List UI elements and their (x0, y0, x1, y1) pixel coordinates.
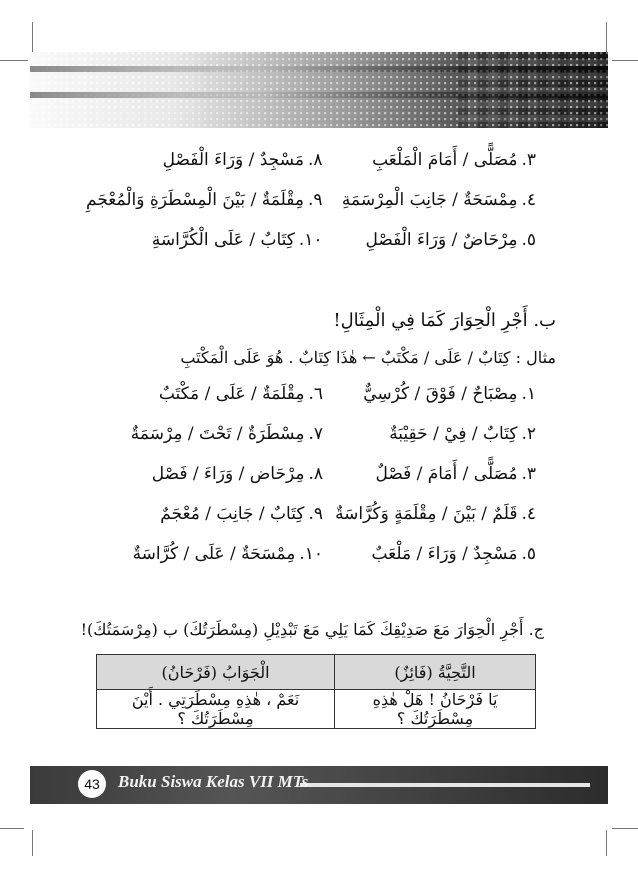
footer-bar (30, 766, 608, 804)
book-title: Buku Siswa Kelas VII MTs (118, 772, 309, 791)
table-cell: نَعَمْ ، هٰذِهِ مِسْطَرَتِي . أَيْنَ مِسْطَرَتُكَ ؟ (97, 690, 335, 729)
dialogue-table (96, 654, 536, 729)
list-item: ٤.قَلَمٌ / بَيْنَ / مِقْلَمَةٍ وَكُرَّاسَةٌ (335, 504, 536, 524)
list-item: ٥.مِرْحَاضٌ / وَرَاءَ الْفَصْلِ (365, 230, 536, 250)
list-item: ٧.مِسْطَرَةٌ / تَحْتَ / مِرْسَمَةٌ (130, 424, 323, 444)
list-item: ٣.مُصَلًّى / أَمَامَ / فَصْلٌ (375, 464, 536, 484)
list-item: ٨.مَسْجِدٌ / وَرَاءَ الْفَصْلِ (162, 150, 323, 170)
list-item: ٣.مُصَلًّى / أَمَامَ الْمَلْعَبِ (372, 150, 536, 170)
section-b-example: مثال : كِتَابٌ / عَلَى / مَكْتَبٌ ← هٰذَا كِتَابٌ . هُوَ عَلَى الْمَكْتَبِ (180, 348, 556, 367)
table-cell: يَا فَرْحَانُ ! هَلْ هٰذِهِ مِسْطَرَتُكَ ؟ (335, 690, 536, 729)
footer-line (300, 783, 590, 787)
list-item: ١.مِصْبَاحٌ / فَوْقَ / كُرْسِيٌّ (363, 384, 536, 404)
section-c-heading: ج. أَجْرِ الْحِوَارَ مَعَ صَدِيْقِكَ كَمَا يَلِي مَعَ تَبْدِيْلِ (مِسْطَرَتُكَ) ب (مِرْسَمَتُكَ)! (80, 620, 544, 639)
list-item: ٩.مِقْلَمَةٌ / بَيْنَ الْمِسْطَرَةِ وَالْمُعْجَمِ (86, 190, 323, 210)
crop-mark (612, 828, 638, 829)
crop-mark (0, 60, 28, 61)
table-row (97, 690, 536, 729)
crop-mark (606, 22, 607, 56)
list-item: ٥.مَسْجِدٌ / وَرَاءَ / مَلْعَبٌ (371, 544, 536, 564)
list-item: ٩.كِتَابٌ / جَانِبَ / مُعْجَمٌ (160, 504, 323, 524)
list-item: ٨.مِرْحَاض / وَرَاءَ / فَصْل (151, 464, 323, 484)
list-item: ١٠.كِتَابٌ / عَلَى الْكُرَّاسَةِ (151, 230, 323, 250)
list-item: ٤.مِمْسَحَةٌ / جَانِبَ الْمِرْسَمَةِ (341, 190, 536, 210)
table-header: التَّحِيَّةُ (فَائِزٌ) (335, 655, 536, 690)
section-b-list (110, 384, 536, 564)
crop-mark (32, 830, 33, 856)
crop-mark (0, 828, 24, 829)
section-a-list (86, 150, 536, 250)
list-item: ٢.كِتَابٌ / فِيْ / حَقِيْبَةٌ (389, 424, 536, 444)
crop-mark (606, 830, 607, 856)
table-header: الْجَوَابُ (فَرْحَانُ) (97, 655, 335, 690)
section-b-heading: ب. أَجْرِ الْحِوَارَ كَمَا فِي الْمِثَالِ! (333, 310, 556, 331)
list-item: ١٠.مِمْسَحَةٌ / عَلَى / كُرَّاسَةٌ (132, 544, 323, 564)
crop-mark (612, 60, 638, 61)
crop-mark (32, 22, 33, 56)
page-number: 43 (78, 770, 106, 798)
list-item: ٦.مِقْلَمَةٌ / عَلَى / مَكْتَبٌ (158, 384, 323, 404)
table-header-row (97, 655, 536, 690)
header-banner (30, 52, 608, 128)
